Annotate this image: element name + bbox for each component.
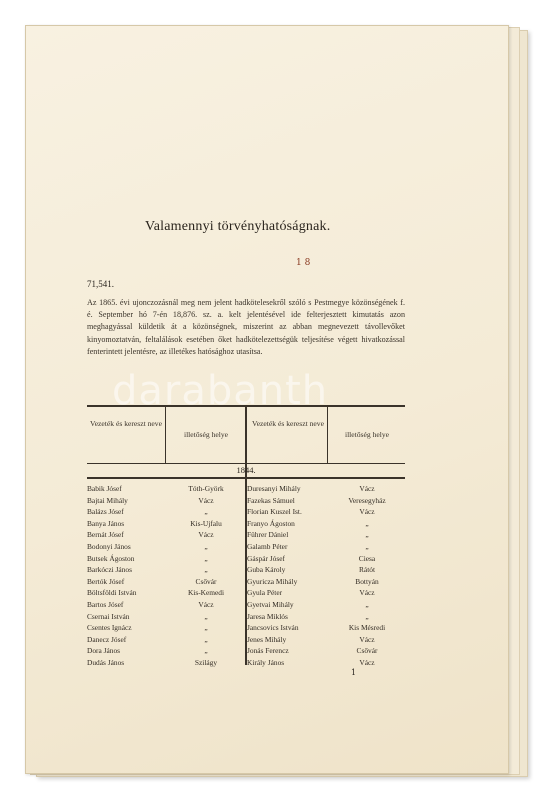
year-bottom-rule: [87, 477, 405, 479]
home-place: „: [365, 530, 369, 540]
person-name: Butsek Ágoston: [87, 553, 135, 563]
home-place: Csővár: [356, 646, 378, 656]
person-name: Führer Dániel: [247, 530, 289, 540]
table-row: [87, 657, 405, 669]
person-name: Dora János: [87, 646, 121, 656]
home-place: „: [365, 541, 369, 551]
person-name: Galamb Péter: [247, 541, 288, 551]
home-place: Rátót: [358, 565, 375, 575]
home-place: Kis-Kemedi: [187, 588, 225, 598]
person-name: Jancsovics István: [247, 623, 299, 633]
header-name-right: Vezeték és kereszt neve: [252, 419, 324, 428]
table-row: [87, 634, 405, 646]
home-place: „: [204, 646, 208, 656]
person-name: Bodonyi János: [87, 541, 131, 551]
home-place: Ciesa: [358, 553, 376, 563]
home-place: „: [365, 611, 369, 621]
table-row: [87, 506, 405, 518]
person-name: Bertók Jósef: [87, 576, 125, 586]
home-place: Vácz: [359, 507, 375, 517]
table-row: [87, 622, 405, 634]
person-name: Böltsföldi István: [87, 588, 137, 598]
home-place: Vácz: [198, 495, 214, 505]
person-name: Bernát Jósef: [87, 530, 124, 540]
home-place: Szilágy: [194, 657, 218, 667]
person-name: Gyetvai Mihály: [247, 599, 294, 609]
home-place: Vácz: [359, 484, 375, 493]
home-place: „: [204, 507, 208, 517]
table-row: [87, 541, 405, 553]
table-row: [87, 645, 405, 657]
person-name: Csernai István: [87, 611, 130, 621]
person-name: Bajtai Mihály: [87, 495, 128, 505]
person-name: Gáspár Jósef: [247, 553, 285, 563]
home-place: „: [204, 565, 208, 575]
person-name: Barkóczi János: [87, 565, 132, 575]
home-place: Bottyán: [355, 576, 379, 586]
watermark: darabanth: [112, 368, 329, 414]
person-name: Király János: [247, 657, 285, 667]
person-name: Franyo Ágoston: [247, 518, 295, 528]
reference-number: 71,541.: [87, 279, 114, 289]
home-place: Vácz: [359, 657, 375, 667]
column-divider: [165, 407, 166, 463]
table-row: [87, 587, 405, 599]
home-place: „: [365, 518, 369, 528]
table-row: [87, 483, 405, 495]
home-place: „: [204, 623, 208, 633]
home-place: Kis-Ujfalu: [190, 518, 222, 528]
page-number: 1: [351, 668, 357, 677]
home-place: Vácz: [359, 634, 375, 644]
person-name: Balázs Jósef: [87, 507, 124, 517]
home-place: „: [365, 599, 369, 609]
table-row: [87, 553, 405, 565]
header-place-right: illetőség helye: [344, 430, 390, 439]
person-name: Bartos Jósef: [87, 599, 124, 609]
person-name: Jonás Ferencz: [247, 646, 289, 656]
home-place: Veresegyház: [348, 495, 386, 505]
document-title: Valamennyi törvényhatóságnak.: [145, 219, 331, 234]
person-name: Florian Kuszel Ist.: [247, 507, 302, 517]
person-name: Duresanyi Mihály: [247, 484, 301, 493]
table-row: [87, 564, 405, 576]
home-place: Vácz: [359, 588, 375, 598]
column-divider: [327, 407, 328, 463]
person-name: Fazekas Sámuel: [247, 495, 295, 505]
table-row: [87, 495, 405, 507]
header-bottom-rule: [87, 463, 405, 464]
header-name-left: Vezeték és kereszt neve: [90, 419, 162, 428]
person-name: Csentes Ignácz: [87, 623, 132, 633]
body-paragraph: Az 1865. évi ujonczozásnál meg nem jelent hadkötelesekről szóló s Pestmegye közönségének f. é. September hó 7-én 18,876. sz. a. kelt jelentésével ide felterjesztett kimutatás azon meghagyással küldetik át a közönségnek, miszerint az abban megnevezett távollevőket kinyomoztatván, feltalálások esetében őket hadkötelezettségük teljesítése végett hivatkozással fenterintett jelentésre, az illetékes hatósághoz utasítsa.: [87, 298, 405, 356]
home-place: Csővár: [195, 576, 217, 586]
table-body: [87, 483, 405, 669]
home-place: „: [204, 553, 208, 563]
person-name: Jenes Mihály: [247, 634, 287, 644]
person-name: Gyuricza Mihály: [247, 576, 298, 586]
table-row: [87, 611, 405, 623]
home-place: Kis Mésredi: [348, 623, 386, 633]
person-name: Dudás János: [87, 657, 125, 667]
table-row: [87, 576, 405, 588]
home-place: Vácz: [198, 599, 214, 609]
stamp-mark: 1 8: [296, 258, 311, 268]
person-name: Banya János: [87, 518, 125, 528]
person-name: Guba Károly: [247, 565, 286, 575]
year-label: 1844.: [236, 465, 256, 475]
header-place-left: illetőség helye: [183, 430, 229, 439]
person-name: Gyula Péter: [247, 588, 283, 598]
table-row: [87, 529, 405, 541]
table-row: [87, 518, 405, 530]
home-place: „: [204, 634, 208, 644]
person-name: Jaresa Miklós: [247, 611, 288, 621]
table-row: [87, 599, 405, 611]
home-place: „: [204, 611, 208, 621]
person-name: Babik Jósef: [87, 484, 122, 493]
home-place: Vácz: [198, 530, 214, 540]
home-place: Tóth-Györk: [188, 484, 224, 493]
home-place: „: [204, 541, 208, 551]
person-name: Danecz Jósef: [87, 634, 127, 644]
